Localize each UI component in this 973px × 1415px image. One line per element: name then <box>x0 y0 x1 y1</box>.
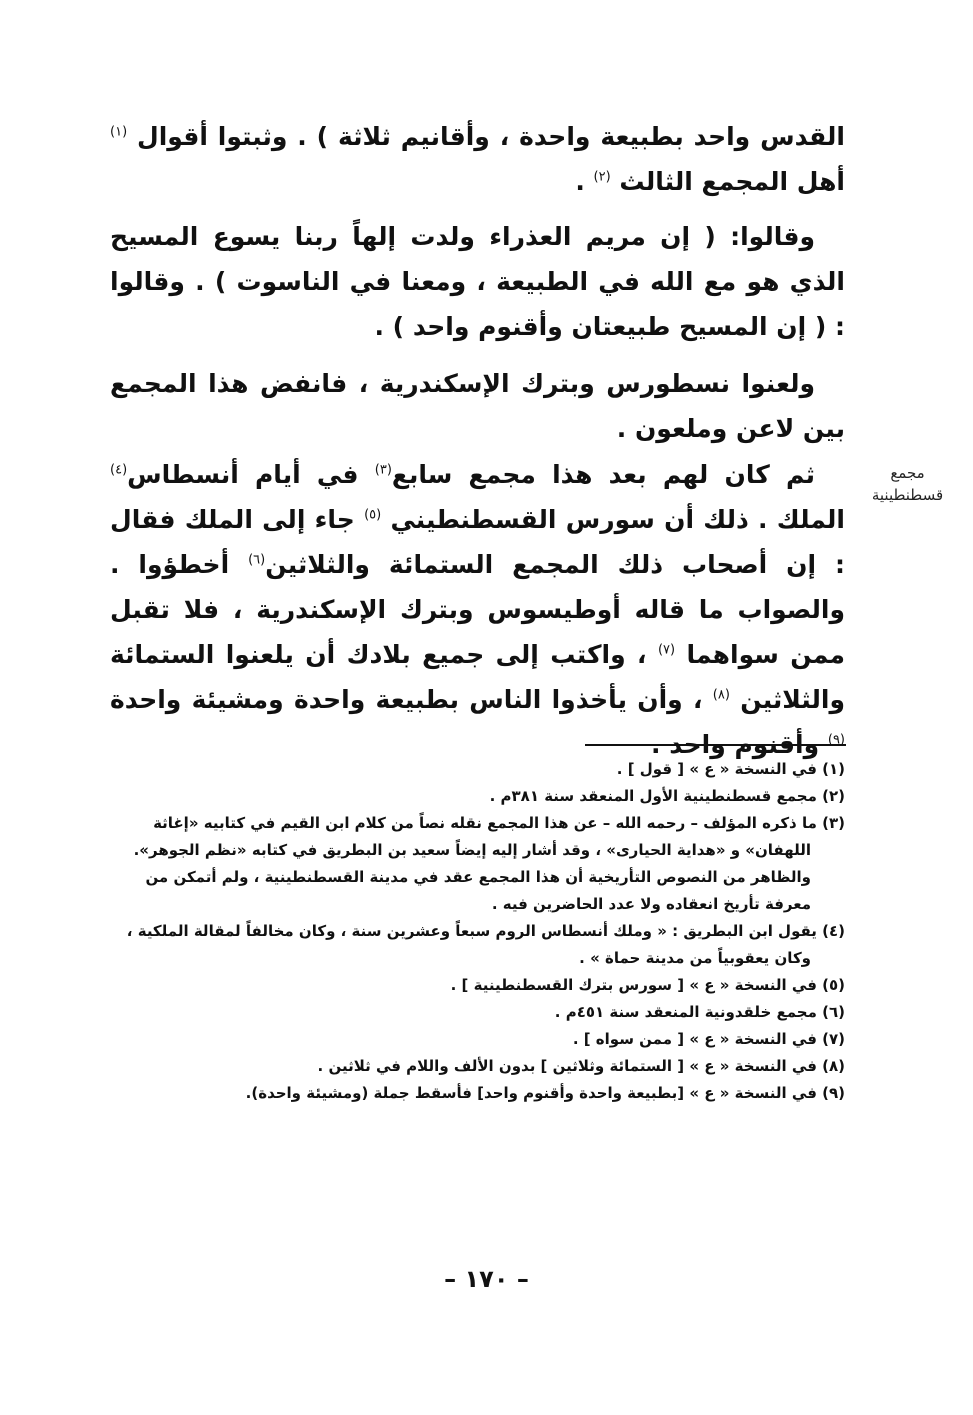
paragraph-segment: ثم كان لهم بعد هذا مجمع سابع <box>391 460 816 489</box>
paragraph-segment: ، وأن يأخذوا الناس بطبيعة واحدة ومشيئة واحدة <box>110 685 713 714</box>
paragraph-segment: ، واكتب إلى جميع بلادك أن يلعنوا الستمائة والثلاثين <box>110 640 845 714</box>
paragraph-2-text <box>110 214 845 349</box>
footnote-ref: (٤) <box>110 462 128 478</box>
paragraph-segment: . <box>575 167 594 196</box>
paragraph-segment: وأقنوم واحد . <box>651 730 828 759</box>
paragraph-2 <box>110 214 845 349</box>
footnote-ref: (١) <box>110 124 128 140</box>
footnote-ref: (٦) <box>248 552 266 568</box>
footnote-ref: (٣) <box>374 462 392 478</box>
paragraph-segment: أخطؤوا . والصواب ما قاله أوطيسوس وبترك الإسكندرية ، فلا تقبل ممن سواهما <box>110 550 845 669</box>
paragraph-segment: الملك . ذلك أن سورس القسطنطيني <box>381 505 845 534</box>
paragraph-segment: أهل المجمع الثالث <box>610 167 845 196</box>
footnote-1: (١) في النسخة « ع » [ قول ] . <box>616 760 845 778</box>
footnote-3: (٣) ما ذكره المؤلف – رحمه الله – عن هذا المجمع نقله نصاً من كلام ابن القيم في كتابيه «إغاثة اللهفان» و «هداية الحيارى» ، وقد أشار إليه إيضاً سعيد بن البطريق في كتابه «نظم الجوهر». والظاهر من النصوص التأريخية أن هذا المجمع عقد في مدينة القسطنطينية ، ولم أتمكن من معرفة تأريخ انعقاده ولا عدد الحاضرين فيه . <box>133 814 845 913</box>
paragraph-3-text <box>110 361 845 451</box>
footnote-ref: (٩) <box>827 732 845 748</box>
footnote-ref: (٥) <box>364 507 382 523</box>
paragraph-segment: جاء إلى الملك فقال : إن أصحاب ذلك المجمع الستمائة والثلاثين <box>110 505 845 579</box>
footnotes <box>110 756 845 1107</box>
paragraph-3 <box>110 361 845 451</box>
footnote-separator <box>585 744 846 746</box>
footnote-6: (٦) مجمع خلقدونية المنعقد سنة ٤٥١م . <box>554 1003 845 1021</box>
page-number: – ١٧٠ – <box>444 1265 529 1293</box>
paragraph-1-text <box>110 114 845 204</box>
footnote-9: (٩) في النسخة « ع » [بطبيعة واحدة وأقنوم واحد] فأسقط جملة (ومشيئة واحدة). <box>245 1084 845 1102</box>
footnote-8: (٨) في النسخة « ع » [ الستمائة وثلاثين ] بدون الألف واللام في ثلاثين . <box>317 1057 845 1075</box>
paragraph-4-text <box>110 452 845 767</box>
footnote-ref: (٧) <box>657 642 676 658</box>
footnote-5: (٥) في النسخة « ع » [ سورس بترك القسطنطينية ] . <box>450 976 845 994</box>
footnote-4: (٤) يقول ابن البطريق : « وملك أنسطاس الروم سبعاً وعشرين سنة ، وكان مخالفاً لمقالة الملكية ، وكان يعقوبياً من مدينة حماة » . <box>126 922 845 967</box>
paragraph-segment: في أيام أنسطاس <box>127 460 375 489</box>
footnote-2: (٢) مجمع قسطنطينية الأول المنعقد سنة ٣٨١م . <box>489 787 845 805</box>
margin-note <box>850 462 965 506</box>
paragraph-segment: وقالوا: ( إن مريم العذراء ولدت إلهاً ربنا يسوع المسيح الذي هو مع الله في الطبيعة ، ومعنا في الناسوت ) . وقالوا : ( إن المسيح طبيعتان وأقنوم واحد ) . <box>110 222 845 341</box>
margin-note-line-1: مجمع <box>890 464 925 482</box>
paragraph-1 <box>110 114 845 204</box>
paragraph-segment: القدس واحد بطبيعة واحدة ، وأقانيم ثلاثة ) . وثبتوا أقوال <box>127 122 845 151</box>
paragraph-segment: ولعنوا نسطورس وبترك الإسكندرية ، فانفض هذا المجمع بين لاعن وملعون . <box>110 369 845 443</box>
footnote-ref: (٨) <box>712 687 730 703</box>
paragraph-4 <box>110 452 845 767</box>
footnote-ref: (٢) <box>593 169 611 185</box>
footnote-7: (٧) في النسخة « ع » [ ممن سواه ] . <box>572 1030 845 1048</box>
margin-note-line-2: قسطنطينية <box>871 486 944 504</box>
